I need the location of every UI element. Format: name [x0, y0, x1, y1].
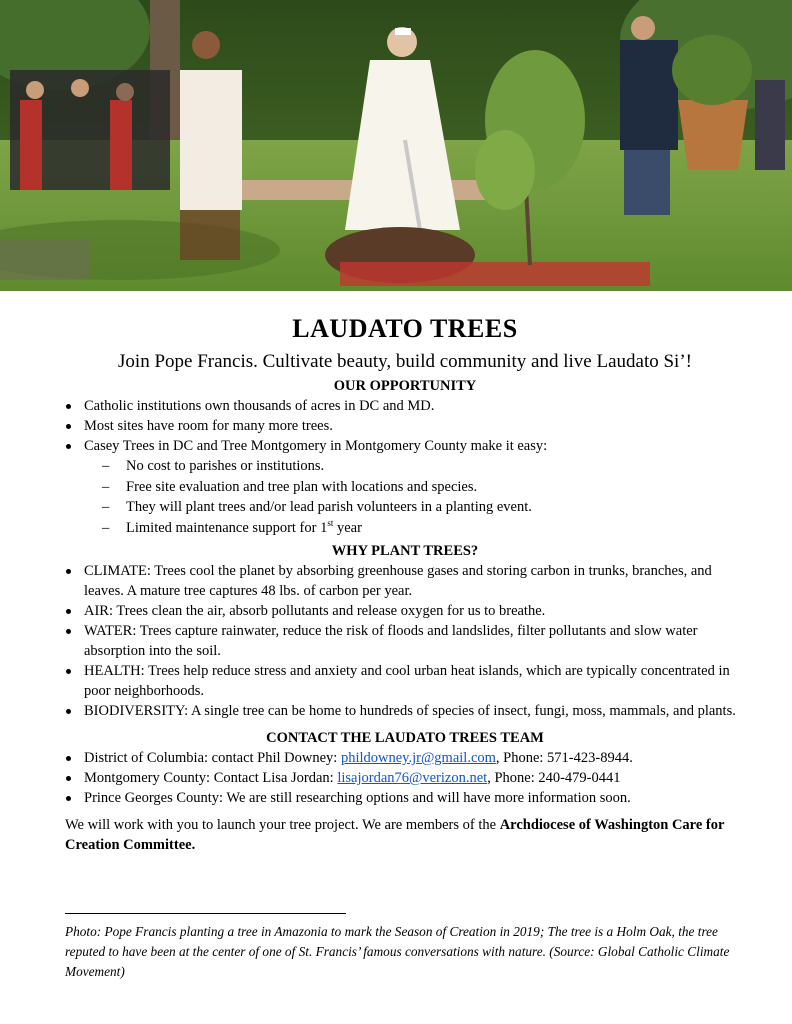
- closing-paragraph: [65, 815, 745, 855]
- sub-list-item: – They will plant trees and/or lead parish volunteers in a planting event.: [65, 497, 745, 518]
- opportunity-list: [65, 396, 745, 456]
- heading-why: WHY PLANT TREES?: [331, 543, 479, 559]
- closing-text: We will work with you to launch your tree project. We are members of the: [65, 817, 500, 833]
- contact-dc-phone: , Phone: 571-423-8944.: [495, 750, 633, 766]
- tree-planting-photo: [0, 0, 792, 291]
- flyer-content: [65, 313, 745, 855]
- list-item: Casey Trees in DC and Tree Montgomery in Montgomery County make it easy:: [65, 436, 745, 456]
- list-item-air: AIR: Trees clean the air, absorb pollutants and release oxygen for us to breathe.: [65, 601, 745, 621]
- sub-list-item: – No cost to parishes or institutions.: [65, 456, 745, 477]
- list-item-climate: CLIMATE: Trees cool the planet by absorbing greenhouse gases and storing carbon in trunks, branches, and leaves. A mature tree captures 48 lbs. of carbon per year.: [65, 561, 745, 601]
- list-item: Most sites have room for many more trees.: [65, 416, 745, 436]
- heading-contact: CONTACT THE LAUDATO TREES TEAM: [266, 730, 544, 746]
- contact-mc-text: Montgomery County: Contact Lisa Jordan:: [84, 770, 338, 786]
- sub-item-text: Limited maintenance support for 1: [126, 519, 328, 536]
- header-photo: [0, 0, 792, 291]
- contact-montgomery: [65, 768, 745, 788]
- heading-opportunity: OUR OPPORTUNITY: [333, 378, 477, 394]
- email-link-montgomery[interactable]: lisajordan76@verizon.net: [337, 770, 488, 786]
- subtitle: Join Pope Francis. Cultivate beauty, build community and live Laudato Si’!: [118, 351, 692, 372]
- sub-list-item: – Free site evaluation and tree plan with locations and species.: [65, 477, 745, 498]
- contact-dc-text: District of Columbia: contact Phil Downey:: [84, 750, 341, 766]
- page-title: LAUDATO TREES: [292, 314, 518, 343]
- contact-prince-georges: Prince Georges County: We are still researching options and will have more information soon.: [65, 788, 745, 808]
- why-list: [65, 561, 745, 721]
- closing-org: Archdiocese of Washington Care for Creation Committee.: [65, 817, 725, 853]
- contact-mc-phone: , Phone: 240-479-0441: [487, 770, 621, 786]
- footnote-divider: [65, 913, 346, 914]
- email-link-dc[interactable]: phildowney.jr@gmail.com: [340, 750, 496, 766]
- ordinal-suffix: st: [327, 517, 334, 528]
- contact-list: [65, 748, 745, 808]
- sub-list-item: [65, 518, 745, 539]
- list-item-water: WATER: Trees capture rainwater, reduce the risk of floods and landslides, filter pollutants and slow water absorption into the soil.: [65, 621, 745, 661]
- list-item-health: HEALTH: Trees help reduce stress and anxiety and cool urban heat islands, which are typically concentrated in poor neighborhoods.: [65, 661, 745, 701]
- list-item: Catholic institutions own thousands of acres in DC and MD.: [65, 396, 745, 416]
- sub-item-text-end: year: [333, 519, 362, 536]
- list-item-biodiversity: BIODIVERSITY: A single tree can be home to hundreds of species of insect, fungi, moss, mammals, and plants.: [65, 701, 745, 721]
- contact-dc: [65, 748, 745, 768]
- photo-caption: Photo: Pope Francis planting a tree in Amazonia to mark the Season of Creation in 2019; The tree is a Holm Oak, the tree reputed to have been at the center of one of St. Francis’ famous conversations with nature. (Source: Global Catholic Climate Movement): [65, 924, 730, 979]
- opportunity-sublist: [65, 456, 745, 538]
